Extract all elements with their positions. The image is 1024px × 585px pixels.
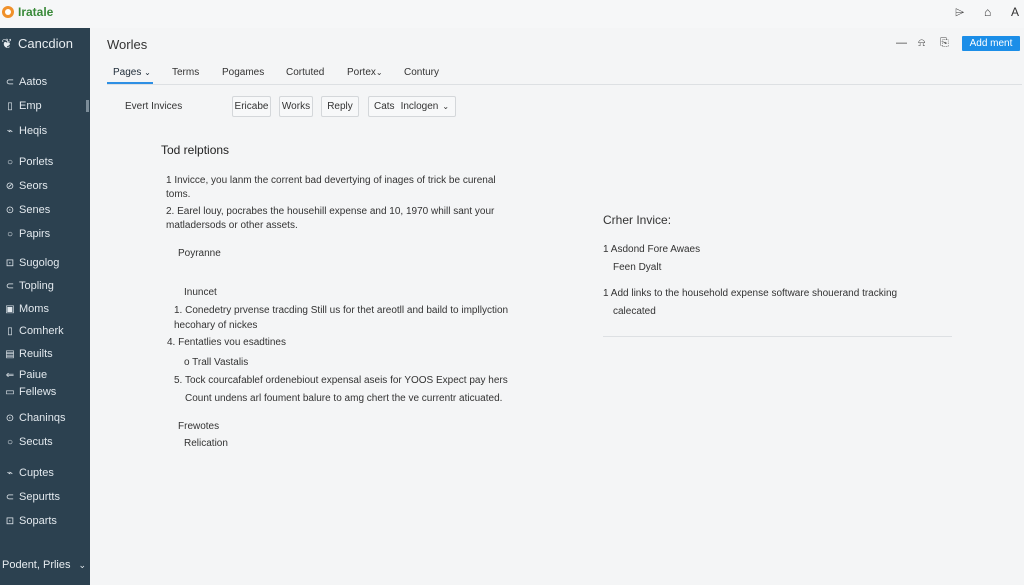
sidebar-item-topling[interactable]: ⊂ Topling	[5, 280, 54, 292]
sidebar-footer-menu[interactable]: Podent, Prlies ⌄	[2, 559, 87, 571]
user-icon[interactable]: A	[1011, 5, 1020, 19]
bookmark-icon[interactable]: ⌂	[984, 5, 992, 19]
side-panel-item: 1 Asdond Fore Awaes	[603, 244, 701, 255]
list-item-continuation: hecohary of nickes	[174, 320, 258, 331]
sidebar-title[interactable]: ❦ Cancdion	[1, 36, 73, 51]
side-panel-item: 1 Add links to the household expense software shouerand tracking	[603, 288, 898, 299]
sidebar-item-fellews[interactable]: ▭ Fellews	[5, 386, 57, 398]
tabs-divider	[107, 84, 1022, 85]
sidebar-item-sepurtts[interactable]: ⊂ Sepurtts	[5, 491, 60, 503]
sidebar-icon: ⌁	[6, 468, 14, 479]
side-panel-subitem: Feen Dyalt	[613, 262, 662, 273]
sidebar-item-reuilts[interactable]: ▤ Reuilts	[5, 348, 53, 360]
sidebar-icon: ⊂	[5, 77, 15, 88]
list-item: 1 Invicce, you lanm the corrent bad devertying of inages of trick be curenal	[166, 175, 496, 186]
sidebar-icon: ⊙	[5, 205, 15, 216]
sidebar-item-porlets[interactable]: ○ Porlets	[4, 156, 53, 168]
chevron-down-icon: ⌄	[144, 68, 151, 77]
add-button[interactable]: Add ment	[962, 36, 1020, 51]
list-item-continuation: Count undens arl foument balure to amg chert the ve currentr aticuated.	[185, 393, 503, 404]
tab-cortuted[interactable]: Cortuted	[286, 67, 325, 78]
sidebar-icon: ▣	[5, 304, 15, 315]
sidebar-icon: ⊘	[5, 181, 15, 192]
subheading: Relication	[184, 438, 228, 449]
lock-icon[interactable]: ⍾	[918, 37, 926, 49]
tab-pages[interactable]: Pages ⌄	[113, 67, 151, 78]
sidebar-icon: ⊡	[5, 258, 15, 269]
sidebar-item-aatos[interactable]: ⊂ Aatos	[5, 76, 48, 88]
sidebar	[0, 28, 90, 585]
sidebar-icon: ▭	[5, 387, 15, 398]
list-item: 2. Earel louy, pocrabes the househill expense and 10, 1970 whill sant your	[166, 206, 495, 217]
pin-icon[interactable]: ⌲	[955, 5, 965, 19]
chevron-down-icon: ⌄	[442, 102, 450, 111]
app-logo-icon	[2, 6, 14, 18]
export-icon[interactable]: ⎘	[940, 37, 949, 49]
minus-icon[interactable]: —	[896, 37, 907, 49]
sidebar-icon: ○	[6, 229, 14, 240]
section-title: Tod relptions	[161, 143, 230, 157]
sidebar-item-cuptes[interactable]: ⌁ Cuptes	[4, 467, 54, 479]
sidebar-icon: ▯	[7, 101, 13, 112]
sidebar-icon: ⊂	[5, 492, 15, 503]
subheading: Frewotes	[178, 421, 220, 432]
sidebar-item-moms[interactable]: ▣ Moms	[5, 303, 49, 315]
app-name: Iratale	[18, 5, 54, 19]
tab-contury[interactable]: Contury	[404, 67, 440, 78]
side-panel-title: Crher Invice:	[603, 213, 672, 227]
chevron-down-icon: ⌄	[375, 68, 383, 77]
sidebar-item-soparts[interactable]: ⊡ Soparts	[5, 515, 57, 527]
list-item: 4. Fentatlies vou esadtines	[167, 337, 286, 348]
category-select[interactable]: Cats Inclogen ⌄	[368, 96, 456, 117]
subheading: Poyranne	[178, 248, 221, 259]
side-panel-divider	[603, 336, 952, 337]
tab-terms[interactable]: Terms	[172, 67, 200, 78]
sidebar-icon: ○	[6, 157, 14, 168]
list-item-continuation: matladersods or other assets.	[166, 220, 298, 231]
filter-label: Evert Invices	[125, 101, 183, 112]
sidebar-icon: ⌁	[6, 126, 14, 137]
filter-chip-works[interactable]: Works	[279, 96, 313, 117]
list-item-continuation: toms.	[166, 189, 191, 200]
filter-chip-reply[interactable]: Reply	[321, 96, 359, 117]
sidebar-icon: ▤	[5, 349, 15, 360]
sidebar-item-comherk[interactable]: ▯ Comherk	[4, 325, 64, 337]
sidebar-icon: ⊂	[5, 281, 15, 292]
sidebar-icon: ○	[6, 437, 14, 448]
sidebar-item-heqis[interactable]: ⌁ Heqis	[4, 125, 47, 137]
scroll-indicator[interactable]	[86, 100, 89, 112]
sidebar-icon: ▯	[7, 326, 13, 337]
list-item: 5. Tock courcafablef ordenebiout expensal aseis for YOOS Expect pay hers	[174, 375, 508, 386]
list-item: 1. Conedetry prvense tracding Still us for thet areotll and baild to impllyction	[174, 305, 509, 316]
sidebar-item-sugolog[interactable]: ⊡ Sugolog	[5, 257, 60, 269]
page-title: Worles	[107, 37, 148, 52]
sidebar-item-paiue[interactable]: ⇐ Paiue	[5, 369, 48, 381]
side-panel-subitem: calecated	[613, 306, 656, 317]
subheading: Inuncet	[184, 287, 217, 298]
sidebar-icon: ⇐	[5, 370, 15, 381]
title-bar	[0, 0, 1024, 28]
tab-pogames[interactable]: Pogames	[222, 67, 265, 78]
sidebar-item-papirs[interactable]: ○ Papirs	[4, 228, 50, 240]
brand-icon: ❦	[1, 36, 13, 51]
sidebar-icon: ⊡	[5, 516, 15, 527]
filter-chip-ericabe[interactable]: Ericabe	[232, 96, 271, 117]
sidebar-item-secuts[interactable]: ○ Secuts	[4, 436, 53, 448]
chevron-down-icon: ⌄	[78, 560, 87, 570]
sidebar-item-seors[interactable]: ⊘ Seors	[5, 180, 48, 192]
sidebar-icon: ⊙	[5, 413, 15, 424]
tab-portex[interactable]: Portex⌄	[347, 67, 383, 78]
sidebar-item-chaninqs[interactable]: ⊙ Chaninqs	[5, 412, 66, 424]
list-item: o Trall Vastalis	[184, 357, 249, 368]
sidebar-item-emp[interactable]: ▯ Emp	[4, 100, 42, 112]
sidebar-item-senes[interactable]: ⊙ Senes	[5, 204, 51, 216]
